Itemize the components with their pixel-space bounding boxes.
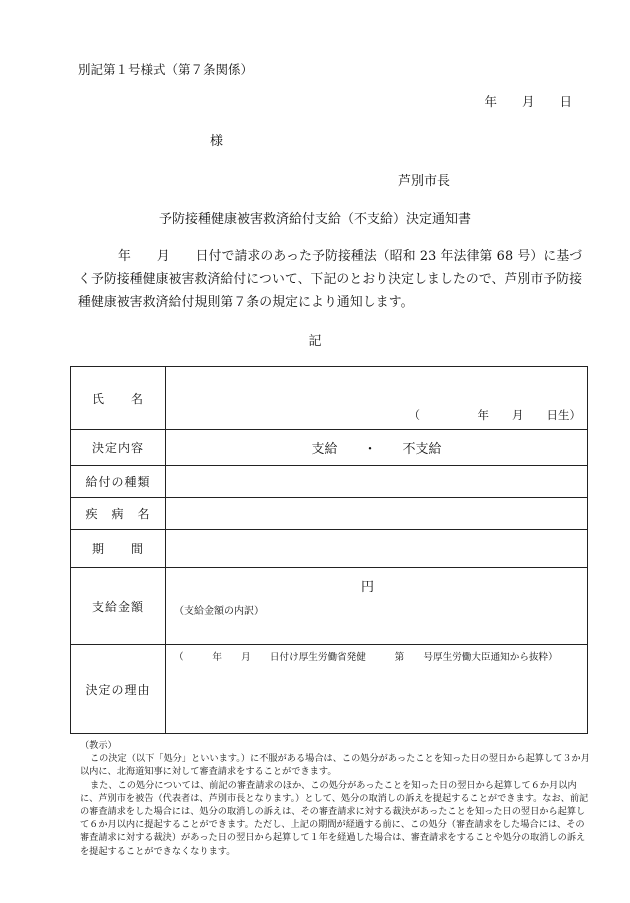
decision-value: 支給 ・ 不支給 [166,430,588,466]
birth-date: （ 年 月 日生） [408,408,581,422]
benefit-type-row [71,466,588,498]
document-title: 予防接種健康被害救済給付支給（不支給）決定通知書 [158,212,471,227]
issuer-name: 芦別市長 [398,174,451,189]
addressee-suffix: 様 [210,134,224,149]
decision-table [70,366,588,734]
instruction-notes [80,739,590,858]
form-number: 別記第１号様式（第７条関係） [78,62,254,77]
notes-heading: （教示） [80,740,117,751]
benefit-type-cell [166,466,588,498]
body-paragraph: 年 月 日付で請求のあった予防接種法（昭和 23 年法律第 68 号）に基づく予防接種健康被害救済給付について、下記のとおり決定しましたので、芦別市予防接種健康被害救済給付規則第７条の規定により通知します。 [78,249,583,310]
reason-reference: （ 年 月 日付け厚生労働省発健 第 号厚生労働大臣通知から抜粋） [174,652,558,663]
amount-breakdown: （支給金額の内訳） [174,606,264,617]
decision-row [71,430,588,466]
yen-unit: 円 [361,580,375,595]
decision-label: 決定内容 [71,430,166,466]
amount-cell [166,568,588,645]
amount-row [71,568,588,645]
reason-cell [166,645,588,734]
benefit-type-label: 給付の種類 [71,466,166,498]
notes-paragraph-1: この決定（以下「処分」といいます。）に不服がある場合は、この処分があったことを知った日の翌日から起算して３か月以内に、北海道知事に対して審査請求をすることができます。 [80,753,590,778]
reason-row [71,645,588,734]
amount-label: 支給金額 [71,568,166,645]
reason-label: 決定の理由 [71,645,166,734]
notes-paragraph-2: また、この処分については、前記の審査請求のほか、この処分があったことを知った日の翌日から起算して６か月以内に、芦別市を被告（代表者は、芦別市長となります。）として、処分の取消しの訴えを提起することができます。なお、前記の審査請求をした場合には、処分の取消しの訴えは、その審査請求に対する裁決があったことを知った日の翌日から起算して６か月以内に提起することができます。ただし、上記の期間が経過する前に、この処分（審査請求をした場合には、その審査請求に対する裁決）があった日の翌日から起算して１年を経過した場合は、審査請求をすることや処分の取消しの訴えを提起することができなくなります。 [80,779,589,857]
name-cell [166,367,588,430]
ki-heading: 記 [308,334,322,349]
issue-date: 年 月 日 [484,94,572,109]
disease-label: 疾 病 名 [71,498,166,530]
period-label: 期 間 [71,530,166,568]
disease-cell [166,498,588,530]
disease-row [71,498,588,530]
period-cell [166,530,588,568]
name-row [71,367,588,430]
name-label: 氏 名 [71,367,166,430]
period-row [71,530,588,568]
